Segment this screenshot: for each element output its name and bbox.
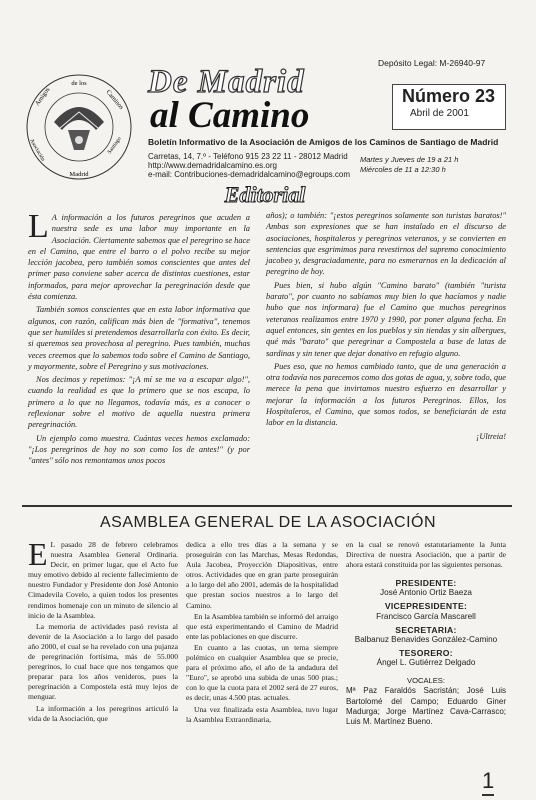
editorial-text: A información a los futuros peregrinos que acuden a nuestra sede es una labor muy importante en la Asociación. Ciertamente sabemos que el peregrino se hace en el Camino, que entre el barro o el polvo recibe su mejor lección jacobea, pero también somos conscientes que antes del primer paso conviene saber acerca de distintas cuestiones, estar informados, para mejor aprovechar la peregrinación desde que ésta comienza. bbox=[28, 213, 250, 302]
board-name: Balbanuz Benavides González-Camino bbox=[354, 634, 498, 644]
svg-text:Editorial: Editorial bbox=[224, 182, 306, 206]
board-member bbox=[346, 578, 506, 598]
opening-hours-2: Miércoles de 11 a 12:30 h bbox=[360, 165, 446, 174]
assembly-text: La información a los peregrinos articuló la vida de la Asociación, que bbox=[28, 703, 178, 723]
editorial-text: También somos conscientes que en esta labor informativa que algunos, con razón, califican más bien de "formativa", tenemos que ser humildes si pretendemos desarrollarla con éxito. Es decir, si queremos sea provechosa al peregrino. Pues también, muchas veces creemos que lo sabemos todo sobre el Camino de Santiago, y mayormente, sobre el Peregrino y sus motivaciones. bbox=[28, 305, 250, 371]
newsletter-subtitle: Boletín Informativo de la Asociación de Amigos de los Caminos de Santiago de Madrid bbox=[148, 137, 499, 147]
assembly-dropcap: E bbox=[28, 536, 48, 572]
assembly-column-3 bbox=[346, 540, 506, 728]
editorial-paragraph: Pues eso, que no hemos cambiado tanto, que de una generación a otra todavía nos parecemos como dos gotas de agua, y, sobre todo, que merece la pena que invirtamos nuestro esfuerzo en desarrollar y mejorar la información a los futuros Peregrinos. Ellos, los Hospitaleros, el Camino, que somos todos, se beneficiarán de esta labor en la distancia. bbox=[266, 361, 506, 428]
opening-hours-1: Martes y Jueves de 19 a 21 h bbox=[360, 155, 459, 164]
assembly-paragraph: dedica a ello tres días a la semana y se proseguirán con las Marchas, Mesas Redondas, Aula Jacobea, Proyección Diapositivas, entre otros. Actividades que en gran parte proseguirán a lo largo del año 2001, además de la hospitalidad que prestan socios nuestros a lo largo del Camino. bbox=[186, 540, 338, 610]
masthead-line1: De Madrid bbox=[148, 64, 305, 100]
editorial-paragraph bbox=[28, 433, 250, 467]
assembly-text: La memoria de actividades pasó revista al devenir de la Asociación a lo largo del pasado año 2000, el cual se ha revelado con una pujanza de peregrinación fortísima, más de 55.000 peregrinos, lo cual hace que nos tengamos que preparar para los años venideros, pues la peregrinación a Compostela está muy lejos de menguar. bbox=[28, 621, 178, 702]
issue-number: Número 23 bbox=[402, 86, 496, 106]
board-member bbox=[346, 601, 506, 621]
assembly-paragraph bbox=[28, 704, 178, 724]
assembly-heading: ASAMBLEA GENERAL DE LA ASOCIACIÓN bbox=[99, 514, 437, 531]
assembly-column-1 bbox=[28, 536, 178, 725]
association-logo bbox=[24, 72, 134, 182]
editorial-text: Un ejemplo como muestra. Cuántas veces hemos exclamado: "¡Los peregrinos de hoy no son como los de antes!" (y por "antes" sólo nos remontamos unos pocos bbox=[28, 433, 250, 466]
address-line: Carretas, 14, 7.º - Teléfono 915 23 22 11 - 28012 Madrid bbox=[148, 152, 348, 161]
board-role: SECRETARIA: bbox=[395, 624, 457, 635]
email-link[interactable]: e-mail: Contribuciones-demadridalcamino@egroups.com bbox=[148, 170, 350, 179]
editorial-column-right bbox=[266, 210, 506, 442]
board-role: VICEPRESIDENTE: bbox=[384, 601, 468, 612]
board-name: Francisco García Mascarell bbox=[376, 611, 476, 621]
board-role: PRESIDENTE: bbox=[395, 578, 457, 589]
website-link[interactable]: http://www.demadridalcamino.es.org bbox=[148, 161, 277, 170]
assembly-paragraph bbox=[28, 536, 178, 621]
vocales-list: Mª Paz Faraldós Sacristán; José Luis Bartolomé del Campo; Eduardo Giner Madurga; Jorge Martínez Cava-Carrasco; Luis M. Martínez Bueno. bbox=[346, 686, 506, 727]
assembly-paragraph: En la Asamblea también se informó del arraigo que está experimentando el Camino de Madrid ente las poblaciones en que discurre. bbox=[186, 611, 338, 641]
editorial-text: Nos decimos y repetimos: "¡A mí se me va a escapar algo!", cuando la realidad es que lo primero que se nos escapa, lo primero a lo que no llegamos, todavía más, es a conocer o reflexionar sobre el motivo de aquella nuestra primera peregrinación. bbox=[28, 375, 250, 430]
page-number: 1 bbox=[482, 768, 494, 796]
assembly-paragraph bbox=[28, 622, 178, 703]
assembly-column-2 bbox=[186, 540, 338, 726]
logo-text-bottom: Madrid bbox=[69, 171, 89, 178]
editorial-paragraph bbox=[28, 208, 250, 302]
editorial-signoff: ¡Ultreia! bbox=[476, 431, 506, 441]
editorial-paragraph bbox=[28, 304, 250, 372]
editorial-paragraph: Pues bien, si hubo algún "Camino barato" (también "turista barato", por cuanto no sabíamos muy bien lo que hacíamos y nadie hubo que nos informara) fue el Camino que muchos peregrinos veteranos realizamos entre 1970 y 1990, por poner alguna fecha. En aquel entonces, sin gentes en los pueblos y sin tiendas y sin albergues, qué más "barato" que peregrinar a Compostela a base de latas de sardinas y sin tener que dejar donativo en refugio alguno. bbox=[266, 280, 506, 358]
board-name: José Antonio Ortiz Baeza bbox=[380, 588, 472, 598]
vocales-title: VOCALES: bbox=[407, 676, 445, 686]
editorial-column-left bbox=[28, 208, 250, 469]
editorial-heading bbox=[200, 182, 330, 206]
editorial-dropcap: L bbox=[28, 208, 49, 245]
board-role: TESORERO: bbox=[399, 647, 453, 658]
logo-text-right: Caminos bbox=[104, 88, 125, 112]
assembly-paragraph: en la cual se renovó estatutariamente la Junta Directiva de nuestra Asociación, que a partir de ahora estará constituida por las siguientes personas. bbox=[346, 540, 506, 570]
issue-date: Abril de 2001 bbox=[410, 108, 469, 119]
assembly-paragraph: En cuanto a las cuotas, un tema siempre polémico en cualquier Asamblea que se precie, para el próximo año, el año de la andadura del "Euro", se aprobó una subida de unas 500 ptas.; con lo que la cuota para el 2002 será de 27 euros, es decir, unas 4.500 ptas. actuales. bbox=[186, 642, 338, 703]
logo-text-bl: Asociación bbox=[28, 138, 46, 163]
legal-deposit: Depósito Legal: M-26940-97 bbox=[378, 58, 486, 68]
assembly-paragraph: Una vez finalizada esta Asamblea, tuvo lugar la Asamblea Extraordinaria, bbox=[186, 704, 338, 724]
editorial-paragraph: años); o también: "¡estos peregrinos solamente son turistas baratos!" Ambas son expresiones que se han instalado en el discurso de asociaciones, hospitaleros y peregrinos veteranos, y se convierten en sentencias que esgrimimos para revestirnos del supremo conocimiento jacobeo y, desgraciadamente, para no esmerarnos en la dedicación al peregrino de hoy. bbox=[266, 211, 506, 277]
logo-text-br: Santiago bbox=[106, 135, 123, 156]
logo-text-left: Amigos bbox=[33, 86, 52, 108]
assembly-text: L pasado 28 de febrero celebramos nuestra Asamblea General Ordinaria. Decir, en primer lugar, que el Acto fue muy emotivo debido al reciente fallecimiento de nuestro Fundador y Presidente don José Antonio Cimadevila Covelo, a quien todos los presentes rendimos homenaje con un minuto de silencio al inicio de la Asamblea. bbox=[28, 540, 178, 620]
editorial-paragraph bbox=[28, 374, 250, 430]
board-name: Ángel L. Gutiérrez Delgado bbox=[376, 657, 476, 667]
masthead-line2: al Camino bbox=[150, 95, 310, 136]
board-member bbox=[346, 648, 506, 668]
logo-text-top: de los bbox=[71, 80, 87, 87]
section-divider bbox=[22, 505, 512, 507]
board-member bbox=[346, 625, 506, 645]
